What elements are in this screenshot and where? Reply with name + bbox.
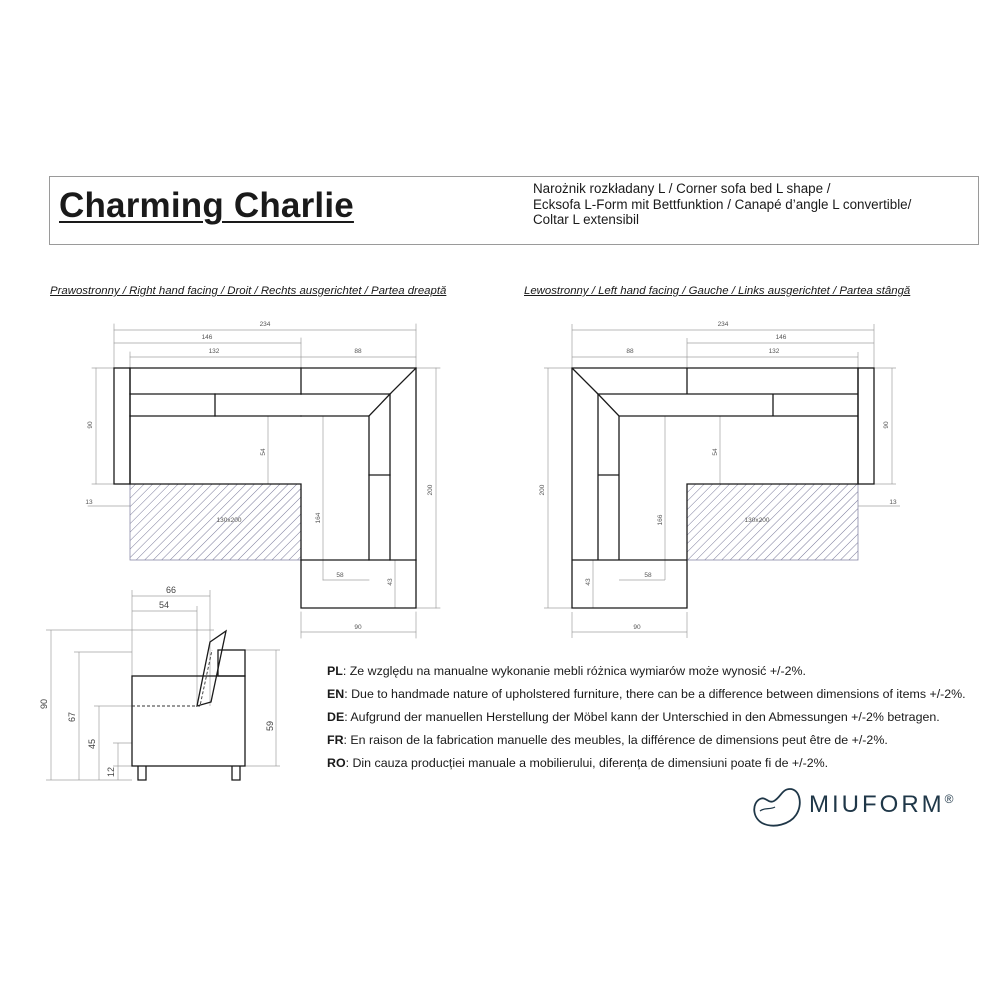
dim-depth: 90 bbox=[87, 421, 94, 429]
note-ro: RO: Din cauza producției manuale a mobilierului, diferența de dimensiuni poate fi de +/-2%. bbox=[327, 756, 829, 770]
dim-chaise-depth: 90 bbox=[633, 624, 641, 631]
left-hand-plan bbox=[539, 321, 900, 638]
dim-height-total: 90 bbox=[39, 698, 49, 710]
note-pl: PL: Ze względu na manualne wykonanie mebli różnica wymiarów może wynosić +/-2%. bbox=[327, 664, 806, 678]
right-dimension-lines bbox=[88, 324, 440, 638]
product-title: Charming Charlie bbox=[59, 186, 354, 225]
subtitle-line: Narożnik rozkładany L / Corner sofa bed L shape / bbox=[533, 181, 831, 196]
dim-seat-width: 132 bbox=[208, 348, 220, 355]
left-bed-area bbox=[687, 484, 858, 560]
seat-hidden-line bbox=[132, 650, 212, 706]
right-hand-caption: Prawostronny / Right hand facing / Droit / Rechts ausgerichtet / Partea dreaptă bbox=[50, 285, 447, 297]
right-hand-plan bbox=[85, 321, 440, 638]
right-bed-area bbox=[130, 484, 301, 560]
dim-chaise-length: 164 bbox=[315, 512, 322, 524]
dim-chaise-depth: 90 bbox=[354, 624, 362, 631]
miuform-logo-icon bbox=[748, 777, 808, 837]
subtitle-line: Coltar L extensibil bbox=[533, 212, 639, 227]
dim-total-width: 234 bbox=[717, 321, 729, 328]
note-en: EN: Due to handmade nature of upholstered furniture, there can be a difference between dimensions of items +/-2%. bbox=[327, 687, 966, 701]
dim-chaise-seat: 58 bbox=[644, 572, 652, 579]
dim-chaise-width: 88 bbox=[354, 348, 362, 355]
dim-seat-width: 132 bbox=[768, 348, 780, 355]
dim-arm-depth: 13 bbox=[85, 499, 93, 506]
note-de: DE: Aufgrund der manuellen Herstellung der Möbel kann der Unterschied in den Abmessungen +/-2% betragen. bbox=[327, 710, 940, 724]
tolerance-notes bbox=[327, 660, 966, 775]
dim-main-width: 146 bbox=[775, 334, 787, 341]
dim-total-width: 234 bbox=[259, 321, 271, 328]
side-sofa-outline bbox=[132, 631, 245, 780]
left-hand-caption: Lewostronny / Left hand facing / Gauche / Links ausgerichtet / Partea stângă bbox=[524, 285, 911, 297]
dim-total-depth: 200 bbox=[427, 484, 434, 496]
dim-chaise-arm: 43 bbox=[387, 578, 394, 586]
dim-width-total: 66 bbox=[165, 585, 177, 595]
dim-seat-depth: 54 bbox=[712, 448, 719, 456]
dim-arm-depth: 13 bbox=[889, 499, 897, 506]
dim-height-back: 67 bbox=[67, 711, 77, 723]
dim-chaise-arm: 43 bbox=[585, 578, 592, 586]
note-fr: FR: En raison de la fabrication manuelle des meubles, la différence de dimensions peut être de +/-2%. bbox=[327, 733, 888, 747]
bed-size-label: 130x200 bbox=[744, 517, 770, 524]
miuform-logo bbox=[748, 777, 983, 837]
dim-height-legs: 12 bbox=[106, 766, 116, 778]
dim-main-width: 146 bbox=[201, 334, 213, 341]
dim-chaise-width: 88 bbox=[626, 348, 634, 355]
dim-height-arm: 59 bbox=[265, 720, 275, 732]
dim-total-depth: 200 bbox=[539, 484, 546, 496]
dim-depth: 90 bbox=[883, 421, 890, 429]
dim-chaise-seat: 58 bbox=[336, 572, 344, 579]
subtitle-line: Ecksofa L-Form mit Bettfunktion / Canapé d’angle L convertible/ bbox=[533, 196, 912, 212]
dim-height-seat: 45 bbox=[87, 738, 97, 750]
dim-width-seat: 54 bbox=[158, 600, 170, 610]
bed-size-label: 130x200 bbox=[216, 517, 242, 524]
dim-chaise-length: 166 bbox=[657, 514, 664, 526]
miuform-wordmark: MIUFORM® bbox=[809, 791, 954, 818]
dim-seat-depth: 54 bbox=[260, 448, 267, 456]
side-view bbox=[39, 585, 280, 780]
